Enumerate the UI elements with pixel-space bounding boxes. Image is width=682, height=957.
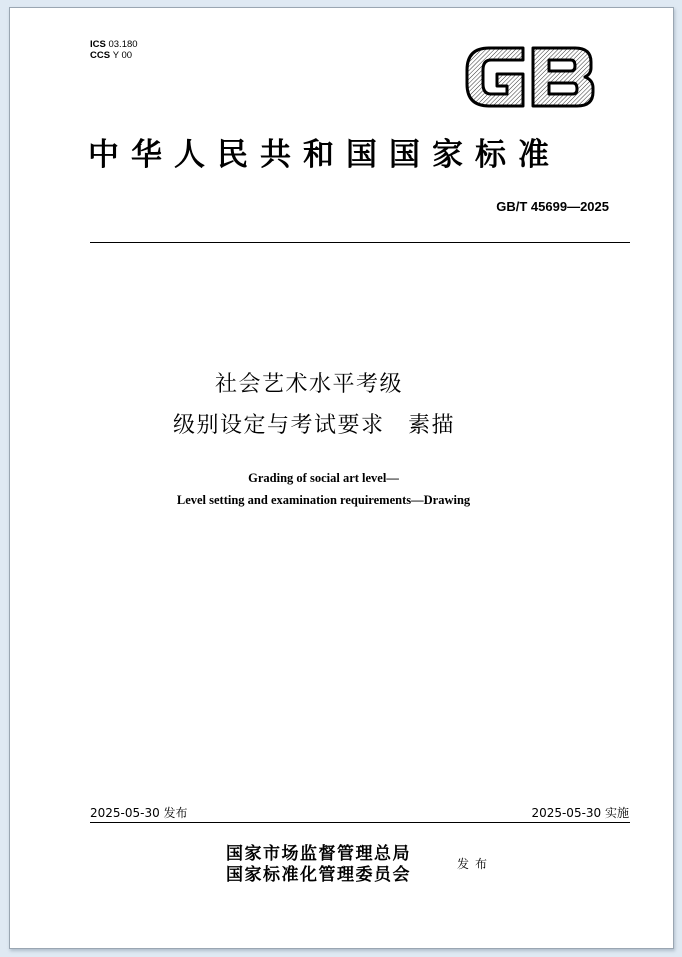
svg-text:GB: GB — [461, 40, 463, 41]
issue-label: 发布 — [457, 857, 494, 871]
standard-number: GB/T 45699—2025 — [496, 199, 609, 214]
chinese-title-line-1: 社会艺术水平考级 — [215, 372, 404, 397]
footer-divider — [90, 822, 630, 823]
document-page — [9, 7, 674, 949]
standard-category-title: 中华人民共和国国家标准 — [88, 137, 561, 173]
issuer-sac: 国家标准化管理委员会 — [226, 865, 411, 885]
publish-date: 2025-05-30 发布 — [90, 806, 188, 820]
issuing-authorities — [226, 844, 411, 886]
classification-codes — [90, 39, 138, 61]
english-title-line-1: Grading of social art level— — [248, 471, 399, 485]
issuer-samr: 国家市场监督管理总局 — [226, 844, 411, 864]
ccs-code: CCS Y 00 — [90, 50, 133, 61]
english-title-line-2: Level setting and examination requirements—Drawing — [176, 493, 471, 507]
chinese-title-line-2: 级别设定与考试要求 素描 — [173, 413, 456, 438]
gb-logo — [461, 40, 599, 114]
implementation-date: 2025-05-30 实施 — [531, 806, 629, 820]
header-divider — [90, 242, 630, 243]
ics-code: ICS 03.180 — [90, 39, 138, 50]
